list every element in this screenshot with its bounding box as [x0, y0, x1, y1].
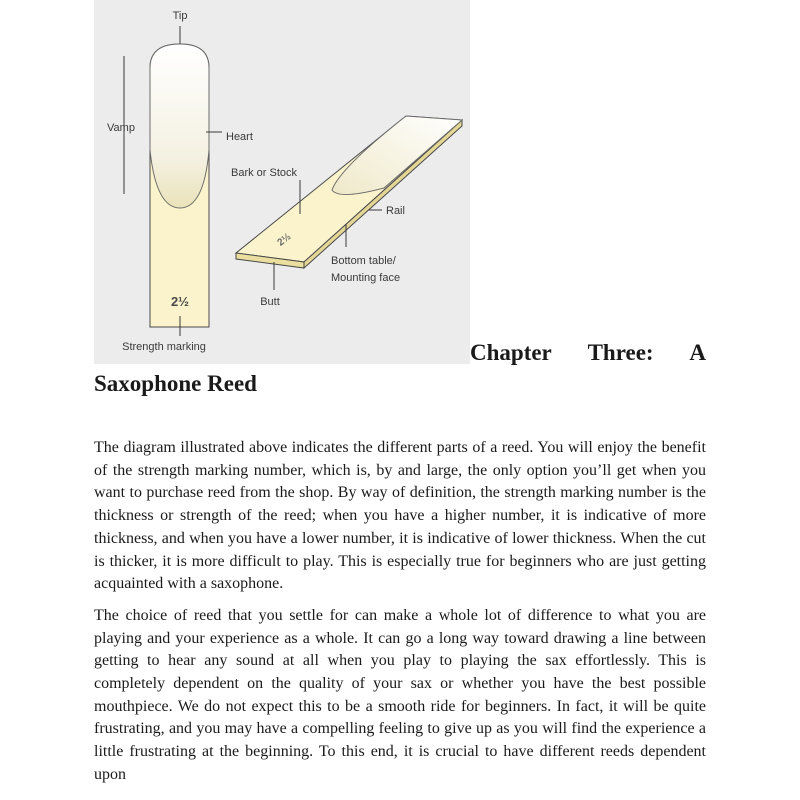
strength-marking-label: Strength marking — [122, 341, 206, 353]
heading-word-chapter: Chapter — [470, 340, 552, 365]
strength-number: 2½ — [170, 294, 190, 309]
paragraph-2: The choice of reed that you settle for can make a whole lot of difference to what you are playing and your experience as a whole. It can go a long way toward drawing a line between getting to hear any sound at all when you play to playing the sax effortlessly. This is completely dependent on the quality of your sax or whether you have the best possible mouthpiece. We do not expect this to be a smooth ride for beginners. In fact, it will be quite frustrating, and you may have a compelling feeling to give up as you will find the experience a little frustrating at the beginning. To this end, it is crucial to have different reeds dependent upon — [94, 606, 706, 783]
bottom-table-label-line1: Bottom table/ — [331, 255, 396, 267]
reed-diagram — [94, 0, 470, 364]
body-text — [94, 437, 706, 796]
butt-label: Butt — [260, 296, 280, 308]
strength-number-angled: 2½ — [275, 231, 294, 249]
reed-front-view — [150, 44, 209, 327]
bark-or-stock-label: Bark or Stock — [230, 167, 298, 179]
reed-angled-view — [236, 116, 462, 268]
vamp-label: Vamp — [107, 122, 135, 134]
rail-label: Rail — [386, 205, 405, 217]
heading-word-a: A — [689, 340, 706, 365]
tip-label: Tip — [172, 10, 188, 22]
heart-label: Heart — [226, 131, 253, 143]
bottom-table-label-line2: Mounting face — [331, 272, 401, 284]
paragraph-1: The diagram illustrated above indicates the different parts of a reed. You will enjoy the benefit of the strength marking number, which is, by and large, the only option you’ll get when you want to purchase reed from the shop. By way of definition, the strength marking number is the thickness or strength of the reed; when you have a higher number, it is indicative of more thickness, and when you have a lower number, it is indicative of lower thickness. When the cut is thicker, it is more difficult to play. This is especially true for beginners who are just getting acquainted with a saxophone. — [94, 439, 706, 593]
chapter-heading-line2: Saxophone Reed — [94, 371, 257, 396]
heading-word-three: Three: — [587, 340, 654, 365]
chapter-heading-line1 — [470, 340, 706, 366]
